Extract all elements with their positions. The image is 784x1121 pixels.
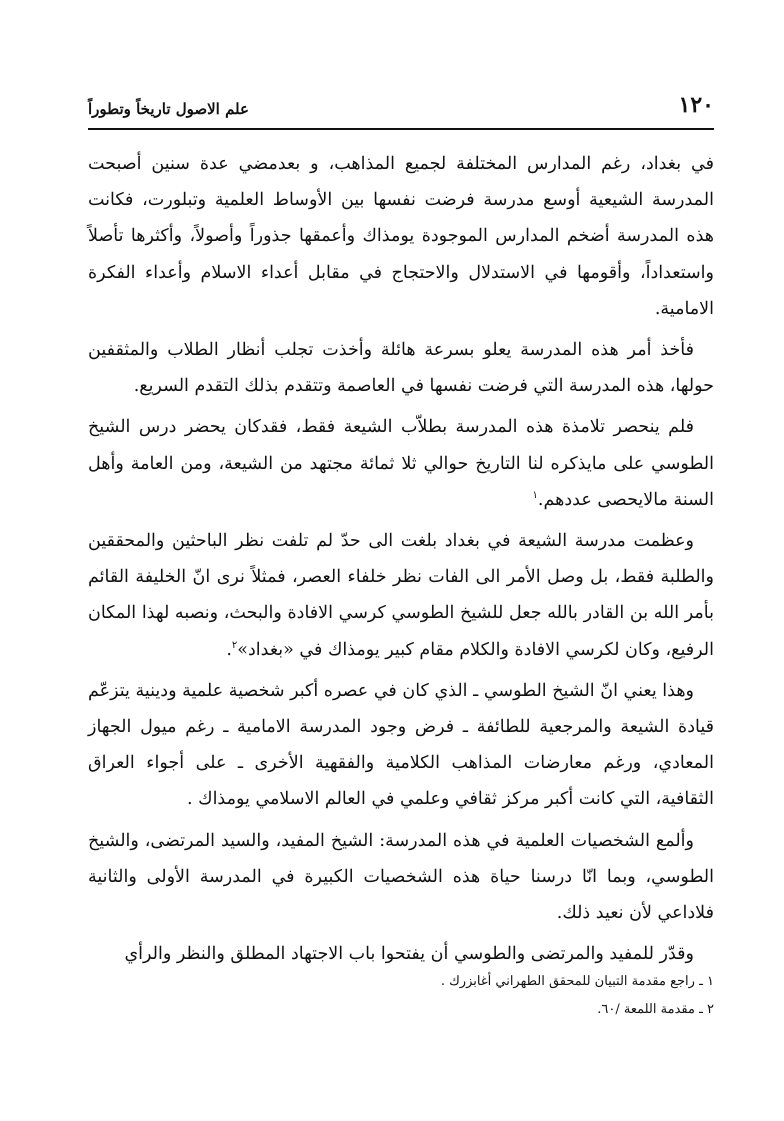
paragraph-6: وألمع الشخصيات العلمية في هذه المدرسة: الشيخ المفيد، والسيد المرتضى، والشيخ الطوسي، وبما انّا درسنا حياة هذه الشخصيات الكبيرة في المدرسة الأولى والثانية فلاداعي لأن نعيد ذلك. bbox=[88, 830, 714, 924]
page-header bbox=[88, 92, 714, 126]
paragraph-5: وهذا يعني انّ الشيخ الطوسي ـ الذي كان في عصره أكبر شخصية علمية ودينية يتزعّم قيادة الشيعة والمرجعية للطائفة ـ فرض وجود المدرسة الامامية ـ رغم ميول الجهاز المعادي، ورغم معارضات المذاهب الكلامية والفقهية الأخرى ـ على أجواء العراق الثقافية، التي كانت أكبر مركز ثقافي وعلمي في العالم الاسلامي يومذاك . bbox=[88, 680, 714, 810]
running-title: علم الاصول تاريخاً وتطوراً bbox=[88, 100, 249, 118]
paragraph-4: وعظمت مدرسة الشيعة في بغداد بلغت الى حدّ لم تلفت نظر الباحثين والمحققين والطلبة فقط، بل وصل الأمر الى الفات نظر خلفاء العصر، فمثلاً نرى انّ الخليفة القائم بأمر الله بن القادر بالله جعل للشيخ الطوسي كرسي الافادة والبحث، ونصبه لهذا المكان الرفيع، وكان لكرسي الافادة والكلام مقام كبير يومذاك في «بغداد»$^٢$. bbox=[88, 531, 714, 660]
footnote-2: ٢ ـ مقدمة اللمعة /٦٠. bbox=[597, 1002, 714, 1017]
header-divider bbox=[88, 128, 714, 130]
paragraph-3: فلم ينحصر تلامذة هذه المدرسة بطلاّب الشيعة فقط، فقدكان يحضر درس الشيخ الطوسي على مايذكره لنا التاريخ حوالي ثلا ثمائة مجتهد من الشيعة، ومن العامة وأهل السنة مالايحصى عددهم.$^١$ bbox=[88, 417, 714, 510]
footnote-ref-2: ٢ bbox=[231, 639, 238, 651]
paragraph-7: وقدّر للمفيد والمرتضى والطوسي أن يفتحوا باب الاجتهاد المطلق والنظر والرأي bbox=[124, 944, 694, 965]
paragraph-2: فأخذ أمر هذه المدرسة يعلو بسرعة هائلة وأخذت تجلب أنظار الطلاب والمثقفين حولها، هذه المدرسة التي فرضت نفسها في العاصمة وتتقدم بذلك التقدم السريع. bbox=[88, 340, 714, 397]
footnotes bbox=[88, 968, 714, 1024]
page-number: ١٢٠ bbox=[678, 92, 714, 118]
paragraph-1: في بغداد، رغم المدارس المختلفة لجميع المذاهب، و بعدمضي عدة سنين أصبحت المدرسة الشيعية أوسع مدرسة فرضت نفسها بين الأوساط العلمية وتبلورت، فكانت هذه المدرسة أضخم المدارس الموجودة يومذاك وأعمقها جذوراً وأصولاً، وأكثرها تأصلاً واستعداداً، وأقومها في الاستدلال والاحتجاج في مقابل أعداء الاسلام وأعداء الفكرة الامامية. bbox=[88, 154, 714, 319]
footnote-1: ١ ـ راجع مقدمة التبيان للمحقق الطهراني أغابزرك . bbox=[440, 974, 714, 989]
main-text bbox=[88, 146, 714, 977]
footnote-ref-1: ١ bbox=[532, 490, 538, 501]
